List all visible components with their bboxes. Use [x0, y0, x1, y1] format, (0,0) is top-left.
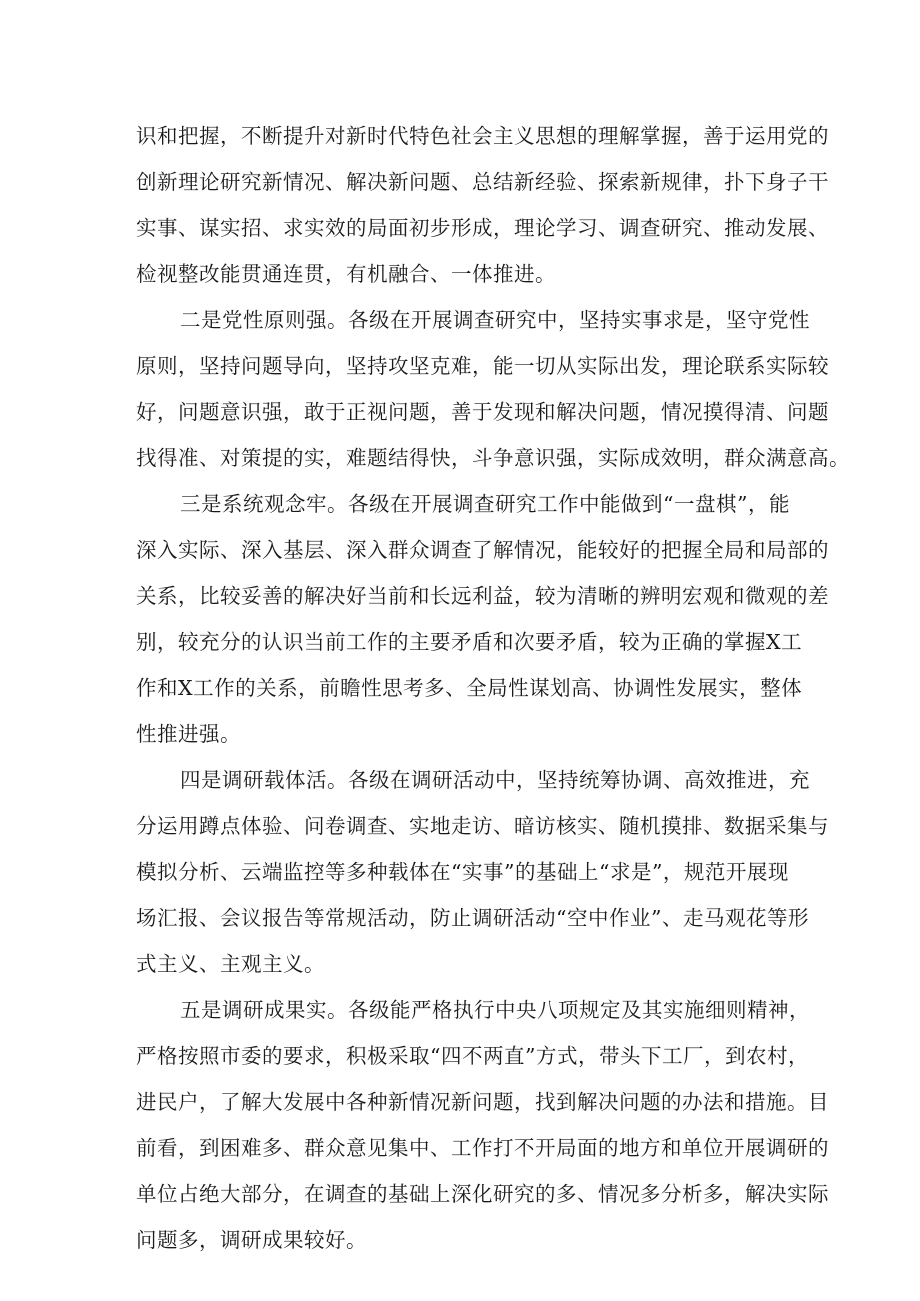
text-line: 检视整改能贯通连贯，有机融合、一体推进。 [136, 262, 556, 286]
text-line: 单位占绝大部分，在调查的基础上深化研究的多、情况多分析多，解决实际 [136, 1182, 829, 1206]
text-line: 好，问题意识强，敢于正视问题，善于发现和解决问题，情况摸得清、问题 [136, 400, 829, 424]
text-line: 场汇报、会议报告等常规活动，防止调研活动“空中作业”、走马观花等形 [136, 906, 809, 930]
text-line: 识和把握，不断提升对新时代特色社会主义思想的理解掌握，善于运用党的 [136, 124, 829, 148]
text-line: 式主义、主观主义。 [136, 952, 325, 976]
text-line: 四是调研载体活。各级在调研活动中，坚持统筹协调、高效推进，充 [180, 768, 810, 792]
text-line: 问题多，调研成果较好。 [136, 1228, 367, 1252]
text-line: 作和X工作的关系，前瞻性思考多、全局性谋划高、协调性发展实，整体 [136, 676, 803, 700]
text-line: 前看，到困难多、群众意见集中、工作打不开局面的地方和单位开展调研的 [136, 1136, 829, 1160]
text-line: 模拟分析、云端监控等多种载体在“实事”的基础上“求是”，规范开展现 [136, 860, 789, 884]
text-line: 进民户，了解大发展中各种新情况新问题，找到解决问题的办法和措施。目 [136, 1090, 829, 1114]
text-line: 五是调研成果实。各级能严格执行中央八项规定及其实施细则精神， [180, 998, 810, 1022]
text-line: 别，较充分的认识当前工作的主要矛盾和次要矛盾，较为正确的掌握X工 [136, 630, 803, 654]
text-line: 深入实际、深入基层、深入群众调查了解情况，能较好的把握全局和局部的 [136, 538, 829, 562]
text-line: 实事、谋实招、求实效的局面初步形成，理论学习、调查研究、推动发展、 [136, 216, 829, 240]
text-line: 二是党性原则强。各级在开展调查研究中，坚持实事求是，坚守党性 [180, 308, 810, 332]
text-line: 原则，坚持问题导向，坚持攻坚克难，能一切从实际出发，理论联系实际较 [136, 354, 829, 378]
text-line: 关系，比较妥善的解决好当前和长远利益，较为清晰的辨明宏观和微观的差 [136, 584, 829, 608]
text-line: 性推进强。 [136, 722, 241, 746]
text-line: 创新理论研究新情况、解决新问题、总结新经验、探索新规律，扑下身子干 [136, 170, 829, 194]
text-line: 严格按照市委的要求，积极采取“四不两直”方式，带头下工厂，到农村， [136, 1044, 809, 1068]
text-line: 找得准、对策提的实，难题结得快，斗争意识强，实际成效明，群众满意高。 [136, 446, 850, 470]
text-line: 三是系统观念牢。各级在开展调查研究工作中能做到“一盘棋”，能 [180, 492, 790, 516]
text-line: 分运用蹲点体验、问卷调查、实地走访、暗访核实、随机摸排、数据采集与 [136, 814, 829, 838]
